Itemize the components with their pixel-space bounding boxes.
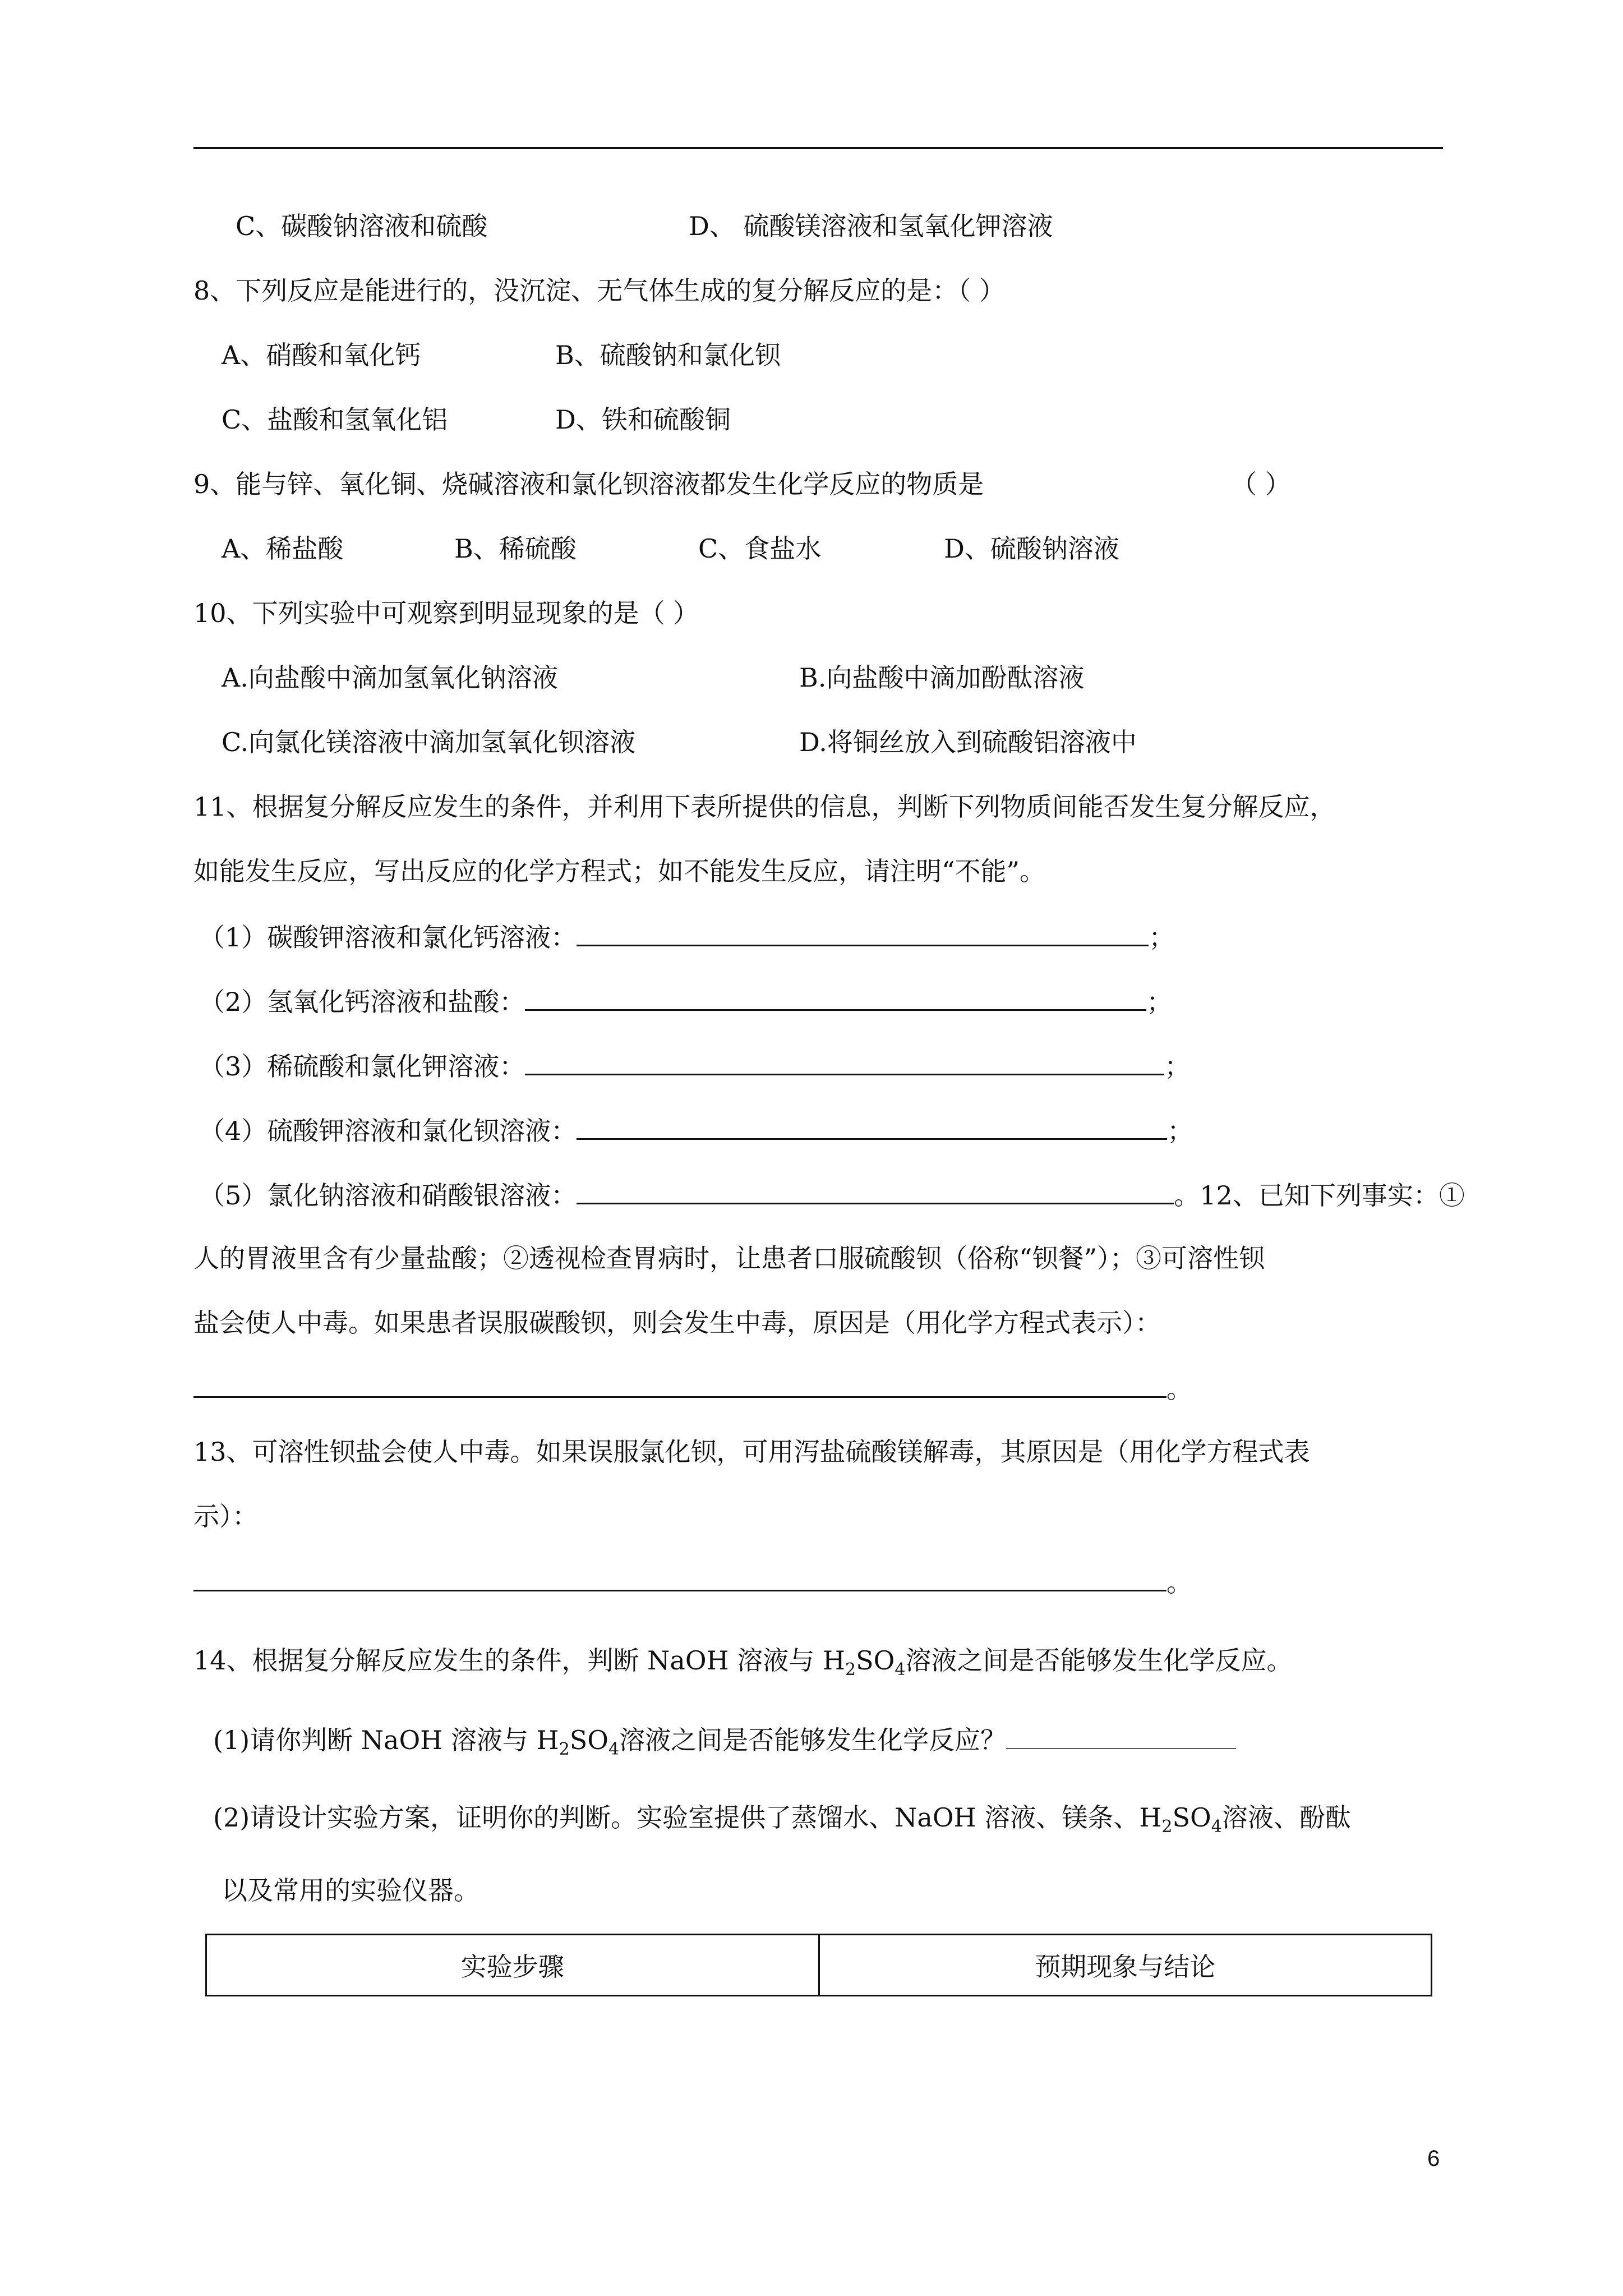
q9-option-b: B、稀硫酸 [454,533,577,564]
subscript-4: 4 [895,1660,906,1680]
semicolon: ； [1164,1051,1191,1082]
q9-option-c: C、食盐水 [698,533,822,564]
subscript-4: 4 [1211,1817,1222,1837]
table-header-steps: 实验步骤 [460,1952,564,1982]
q11-item-5 [199,1177,1465,1212]
answer-blank-q14-1[interactable] [1006,1722,1236,1749]
semicolon: ； [1167,1116,1193,1146]
q11-line-1: 11、根据复分解反应发生的条件，并利用下表所提供的信息，判断下列物质间能否发生复分解反应， [193,792,1336,822]
q12-answer-line [193,1370,1192,1406]
answer-blank-1[interactable] [577,919,1149,946]
q11-item-3 [199,1048,1190,1083]
q7-option-c: C、碳酸钠溶液和硫酸 [236,211,488,241]
q9-answer-paren: （ ） [1231,469,1291,499]
answer-blank-3[interactable] [525,1048,1164,1075]
q11-item-4 [199,1112,1193,1148]
subscript-2: 2 [559,1740,570,1760]
q8-option-c: C、盐酸和氢氧化铝 [222,404,448,435]
q14-sub-1-text: (1)请你判断 NaOH 溶液与 H [213,1725,559,1755]
q14-sub-2-tail: 溶液、酚酞 [1221,1802,1351,1833]
q8-option-a: A、硝酸和氧化钙 [222,340,421,370]
q14-sub-2-text: (2)请设计实验方案，证明你的判断。实验室提供了蒸馏水、NaOH 溶液、镁条、H [213,1802,1162,1833]
subscript-4: 4 [608,1740,620,1760]
semicolon: ； [1149,922,1175,953]
answer-blank-5[interactable] [577,1177,1174,1204]
q7-option-d: D、 硫酸镁溶液和氢氧化钾溶液 [689,211,1053,241]
q10-option-c: C.向氯化镁溶液中滴加氢氧化钡溶液 [222,727,636,757]
formula-so: SO [856,1645,895,1676]
header-rule [193,147,1443,149]
q13-line-2: 示）： [193,1501,258,1531]
table-header-results: 预期现象与结论 [818,1935,1431,1995]
q14-sub-1 [213,1722,1236,1760]
q8-option-d: D、铁和硫酸铜 [555,404,731,435]
q11-item-3-label: （3）稀硫酸和氯化钾溶液： [199,1051,525,1082]
q8-option-b: B、硫酸钠和氯化钡 [555,340,781,370]
formula-so: SO [569,1725,608,1755]
q11-item-2-label: （2）氢氧化钙溶液和盐酸： [199,987,525,1017]
q11-item-1-label: （1）碳酸钾溶液和氯化钙溶液： [199,922,577,953]
subscript-2: 2 [1161,1817,1173,1837]
period: 。 [1174,1180,1200,1211]
q14-line-1-text: 14、根据复分解反应发生的条件，判断 NaOH 溶液与 H [193,1645,846,1676]
subscript-2: 2 [845,1660,856,1680]
experiment-table [205,1934,1432,1996]
answer-blank-4[interactable] [577,1112,1167,1140]
q10-option-d: D.将铜丝放入到硫酸铝溶液中 [799,727,1137,757]
q9-option-a: A、稀盐酸 [222,533,344,564]
q11-item-2 [199,983,1172,1019]
formula-so: SO [1172,1802,1211,1833]
answer-blank-q12[interactable] [193,1370,1166,1398]
q10-stem: 10、下列实验中可观察到明显现象的是（ ） [193,598,699,628]
q11-line-2: 如能发生反应，写出反应的化学方程式；如不能发生反应，请注明“不能”。 [193,856,1046,886]
answer-blank-q13[interactable] [193,1564,1166,1591]
q9-option-d: D、硫酸钠溶液 [944,533,1119,564]
q8-stem: 8、下列反应是能进行的，没沉淀、无气体生成的复分解反应的是：（ ） [193,275,1005,306]
period: 。 [1166,1567,1192,1598]
q14-sub-1-tail: 溶液之间是否能够发生化学反应？ [619,1725,1007,1755]
q11-item-4-label: （4）硫酸钾溶液和氯化钡溶液： [199,1116,577,1146]
q9-stem: 9、能与锌、氧化铜、烧碱溶液和氯化钡溶液都发生化学反应的物质是 [193,469,984,499]
q14-sub-2-line-2: 以及常用的实验仪器。 [222,1875,479,1906]
q11-item-1 [199,919,1174,954]
q10-option-a: A.向盐酸中滴加氢氧化钠溶液 [222,662,558,693]
q14-line-1 [193,1644,1293,1680]
q13-answer-line [193,1564,1192,1599]
answer-blank-2[interactable] [525,983,1146,1011]
q12-line-3: 盐会使人中毒。如果患者误服碳酸钡，则会发生中毒，原因是（用化学方程式表示）： [193,1308,1161,1338]
q10-option-b: B.向盐酸中滴加酚酞溶液 [799,662,1085,693]
q14-sub-2 [213,1801,1351,1837]
q14-line-1-tail: 溶液之间是否能够发生化学反应。 [905,1645,1293,1676]
q12-line-1: 12、已知下列事实：① [1200,1180,1465,1211]
q12-line-2: 人的胃液里含有少量盐酸；②透视检查胃病时，让患者口服硫酸钡（俗称“钡餐”）；③可溶性钡 [193,1243,1265,1273]
period: 。 [1166,1374,1192,1404]
semicolon: ； [1146,987,1173,1017]
page-number: 6 [1427,2146,1440,2171]
q11-item-5-label: （5）氯化钠溶液和硝酸银溶液： [199,1180,577,1211]
q13-line-1: 13、可溶性钡盐会使人中毒。如果误服氯化钡，可用泻盐硫酸镁解毒，其原因是（用化学方程式表 [193,1437,1310,1467]
